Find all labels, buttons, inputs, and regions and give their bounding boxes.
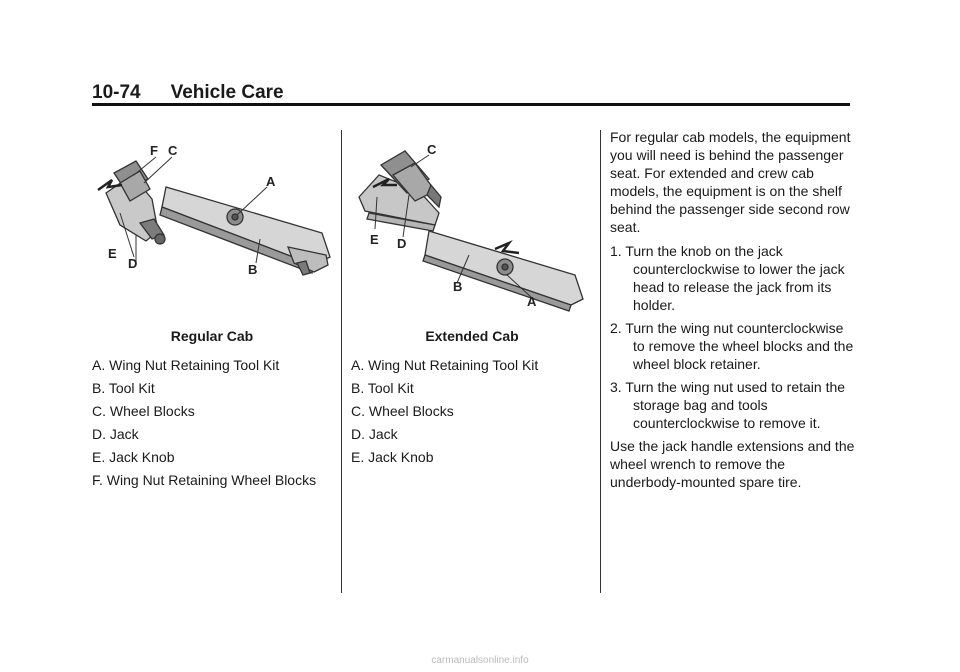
step-item: 2. Turn the wing nut counterclockwise to remove the wheel blocks and the wheel block retainer. xyxy=(610,320,854,372)
label-d: D xyxy=(128,256,138,271)
column-divider-right xyxy=(600,130,601,593)
label-b: B xyxy=(453,279,463,294)
label-a: A xyxy=(266,174,276,189)
regular-cab-illustration xyxy=(92,135,337,320)
column-divider-left xyxy=(341,130,342,593)
page-number: 10-74 xyxy=(92,82,141,103)
legend-item: F. Wing Nut Retaining Wheel Blocks xyxy=(92,472,317,488)
label-d: D xyxy=(397,236,407,251)
page-header xyxy=(92,82,284,104)
legend-item: A. Wing Nut Retaining Tool Kit xyxy=(92,357,280,373)
watermark: carmanualsonline.info xyxy=(431,655,529,666)
legend-item: D. Jack xyxy=(92,426,139,442)
regular-cab-legend xyxy=(92,327,332,494)
legend-item: E. Jack Knob xyxy=(351,449,434,465)
step-item: 3. Turn the wing nut used to retain the storage bag and tools counterclockwise to remove it. xyxy=(610,379,846,431)
outro-paragraph: Use the jack handle extensions and the wheel wrench to remove the underbody-mounted spare tire. xyxy=(610,438,855,490)
regular-cab-caption: Regular Cab xyxy=(170,328,254,344)
legend-item: B. Tool Kit xyxy=(92,380,155,396)
label-b: B xyxy=(248,262,258,277)
legend-item: C. Wheel Blocks xyxy=(351,403,454,419)
header-rule xyxy=(92,103,850,106)
intro-paragraph: For regular cab models, the equipment you will need is behind the passenger seat. For extended and crew cab models, the equipment is on the shelf behind the passenger side second row seat. xyxy=(610,129,851,235)
label-f: F xyxy=(150,143,158,158)
legend-item: C. Wheel Blocks xyxy=(92,403,195,419)
label-e: E xyxy=(370,232,379,247)
instructions-column xyxy=(610,128,855,497)
legend-item: B. Tool Kit xyxy=(351,380,414,396)
label-a: A xyxy=(527,294,537,309)
step-item: 1. Turn the knob on the jack counterclockwise to lower the jack head to release the jack from its holder. xyxy=(610,243,845,313)
legend-item: E. Jack Knob xyxy=(92,449,175,465)
extended-cab-illustration xyxy=(345,135,595,320)
extended-cab-legend xyxy=(351,327,593,471)
label-c: C xyxy=(168,143,178,158)
legend-item: A. Wing Nut Retaining Tool Kit xyxy=(351,357,539,373)
section-title: Vehicle Care xyxy=(170,82,284,103)
label-c: C xyxy=(427,142,437,157)
extended-cab-caption: Extended Cab xyxy=(425,328,519,344)
legend-item: D. Jack xyxy=(351,426,398,442)
label-e: E xyxy=(108,246,117,261)
